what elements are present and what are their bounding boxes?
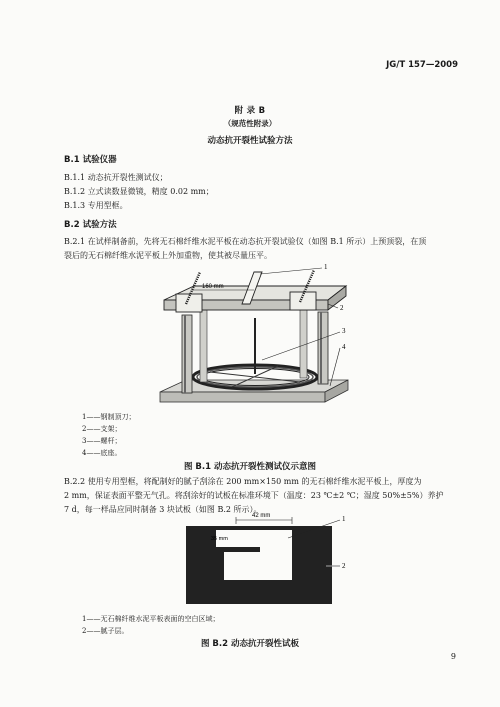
item-b1-2: B.1.2 立式读数显微镜，精度 0.02 mm；	[64, 187, 214, 196]
figure-b1-legend-3: 3——螺杆；	[82, 437, 122, 445]
figure-b2-dim-height: 35 mm	[211, 536, 228, 542]
item-b1-3: B.1.3 专用型框。	[64, 201, 128, 210]
para-b21-line1: B.2.1 在试样制备前，先将无石棉纤维水泥平板在动态抗开裂试验仪（如图 B.1 所示）上预顶裂，在顶	[64, 237, 427, 246]
figure-b1-legend-1: 1——钢制顶刀；	[82, 413, 136, 421]
figure-b1-dimension: 160 mm	[202, 284, 224, 290]
section-b1-heading: B.1 试验仪器	[64, 155, 117, 165]
standard-code: JG/T 157—2009	[386, 60, 458, 70]
section-b2-heading: B.2 试验方法	[64, 220, 117, 230]
appendix-subtitle: （规范性附录）	[223, 119, 277, 128]
figure-b2-legend-2: 2——腻子层。	[82, 627, 129, 635]
figure-b1-caption: 图 B.1 动态抗开裂性测试仪示意图	[183, 462, 317, 472]
figure-b2-callout-2: 2	[342, 562, 346, 570]
para-b21-line2: 裂后的无石棉纤维水泥平板上外加重物，使其被尽量压平。	[64, 251, 272, 260]
figure-b1-apparatus	[150, 260, 380, 410]
figure-b1-legend-2: 2——支架；	[82, 425, 122, 433]
figure-b2-callout-1: 1	[342, 515, 346, 523]
figure-b1-callout-4: 4	[342, 343, 346, 351]
figure-b1-callout-1: 1	[324, 263, 328, 271]
figure-b2-dim-width: 42 mm	[252, 513, 271, 519]
appendix-title: 附 录 B	[234, 106, 266, 116]
figure-b2-caption: 图 B.2 动态抗开裂性试板	[200, 639, 300, 649]
page-number: 9	[450, 652, 456, 661]
para-b22-line1: B.2.2 使用专用型框，将配制好的腻子刮涂在 200 mm×150 mm 的无石棉纤维水泥平板上，厚度为	[64, 477, 422, 486]
para-b22-line3: 7 d，每一样品应同时制备 3 块试板（如图 B.2 所示）。	[64, 505, 262, 514]
figure-b1-legend-4: 4——底座。	[82, 449, 122, 457]
figure-b2-test-panel	[180, 508, 360, 606]
figure-b1-callout-2: 2	[340, 304, 344, 312]
figure-b1-callout-3: 3	[342, 327, 346, 335]
appendix-name: 动态抗开裂性试验方法	[207, 136, 293, 146]
para-b22-line2: 2 mm，保证表面平整无气孔。将刮涂好的试板在标准环境下（温度：23 ℃±2 ℃；湿度 50%±5%）养护	[64, 491, 444, 500]
figure-b2-legend-1: 1——无石棉纤维水泥平板表面的空白区域；	[82, 615, 220, 623]
item-b1-1: B.1.1 动态抗开裂性测试仪；	[64, 173, 168, 182]
